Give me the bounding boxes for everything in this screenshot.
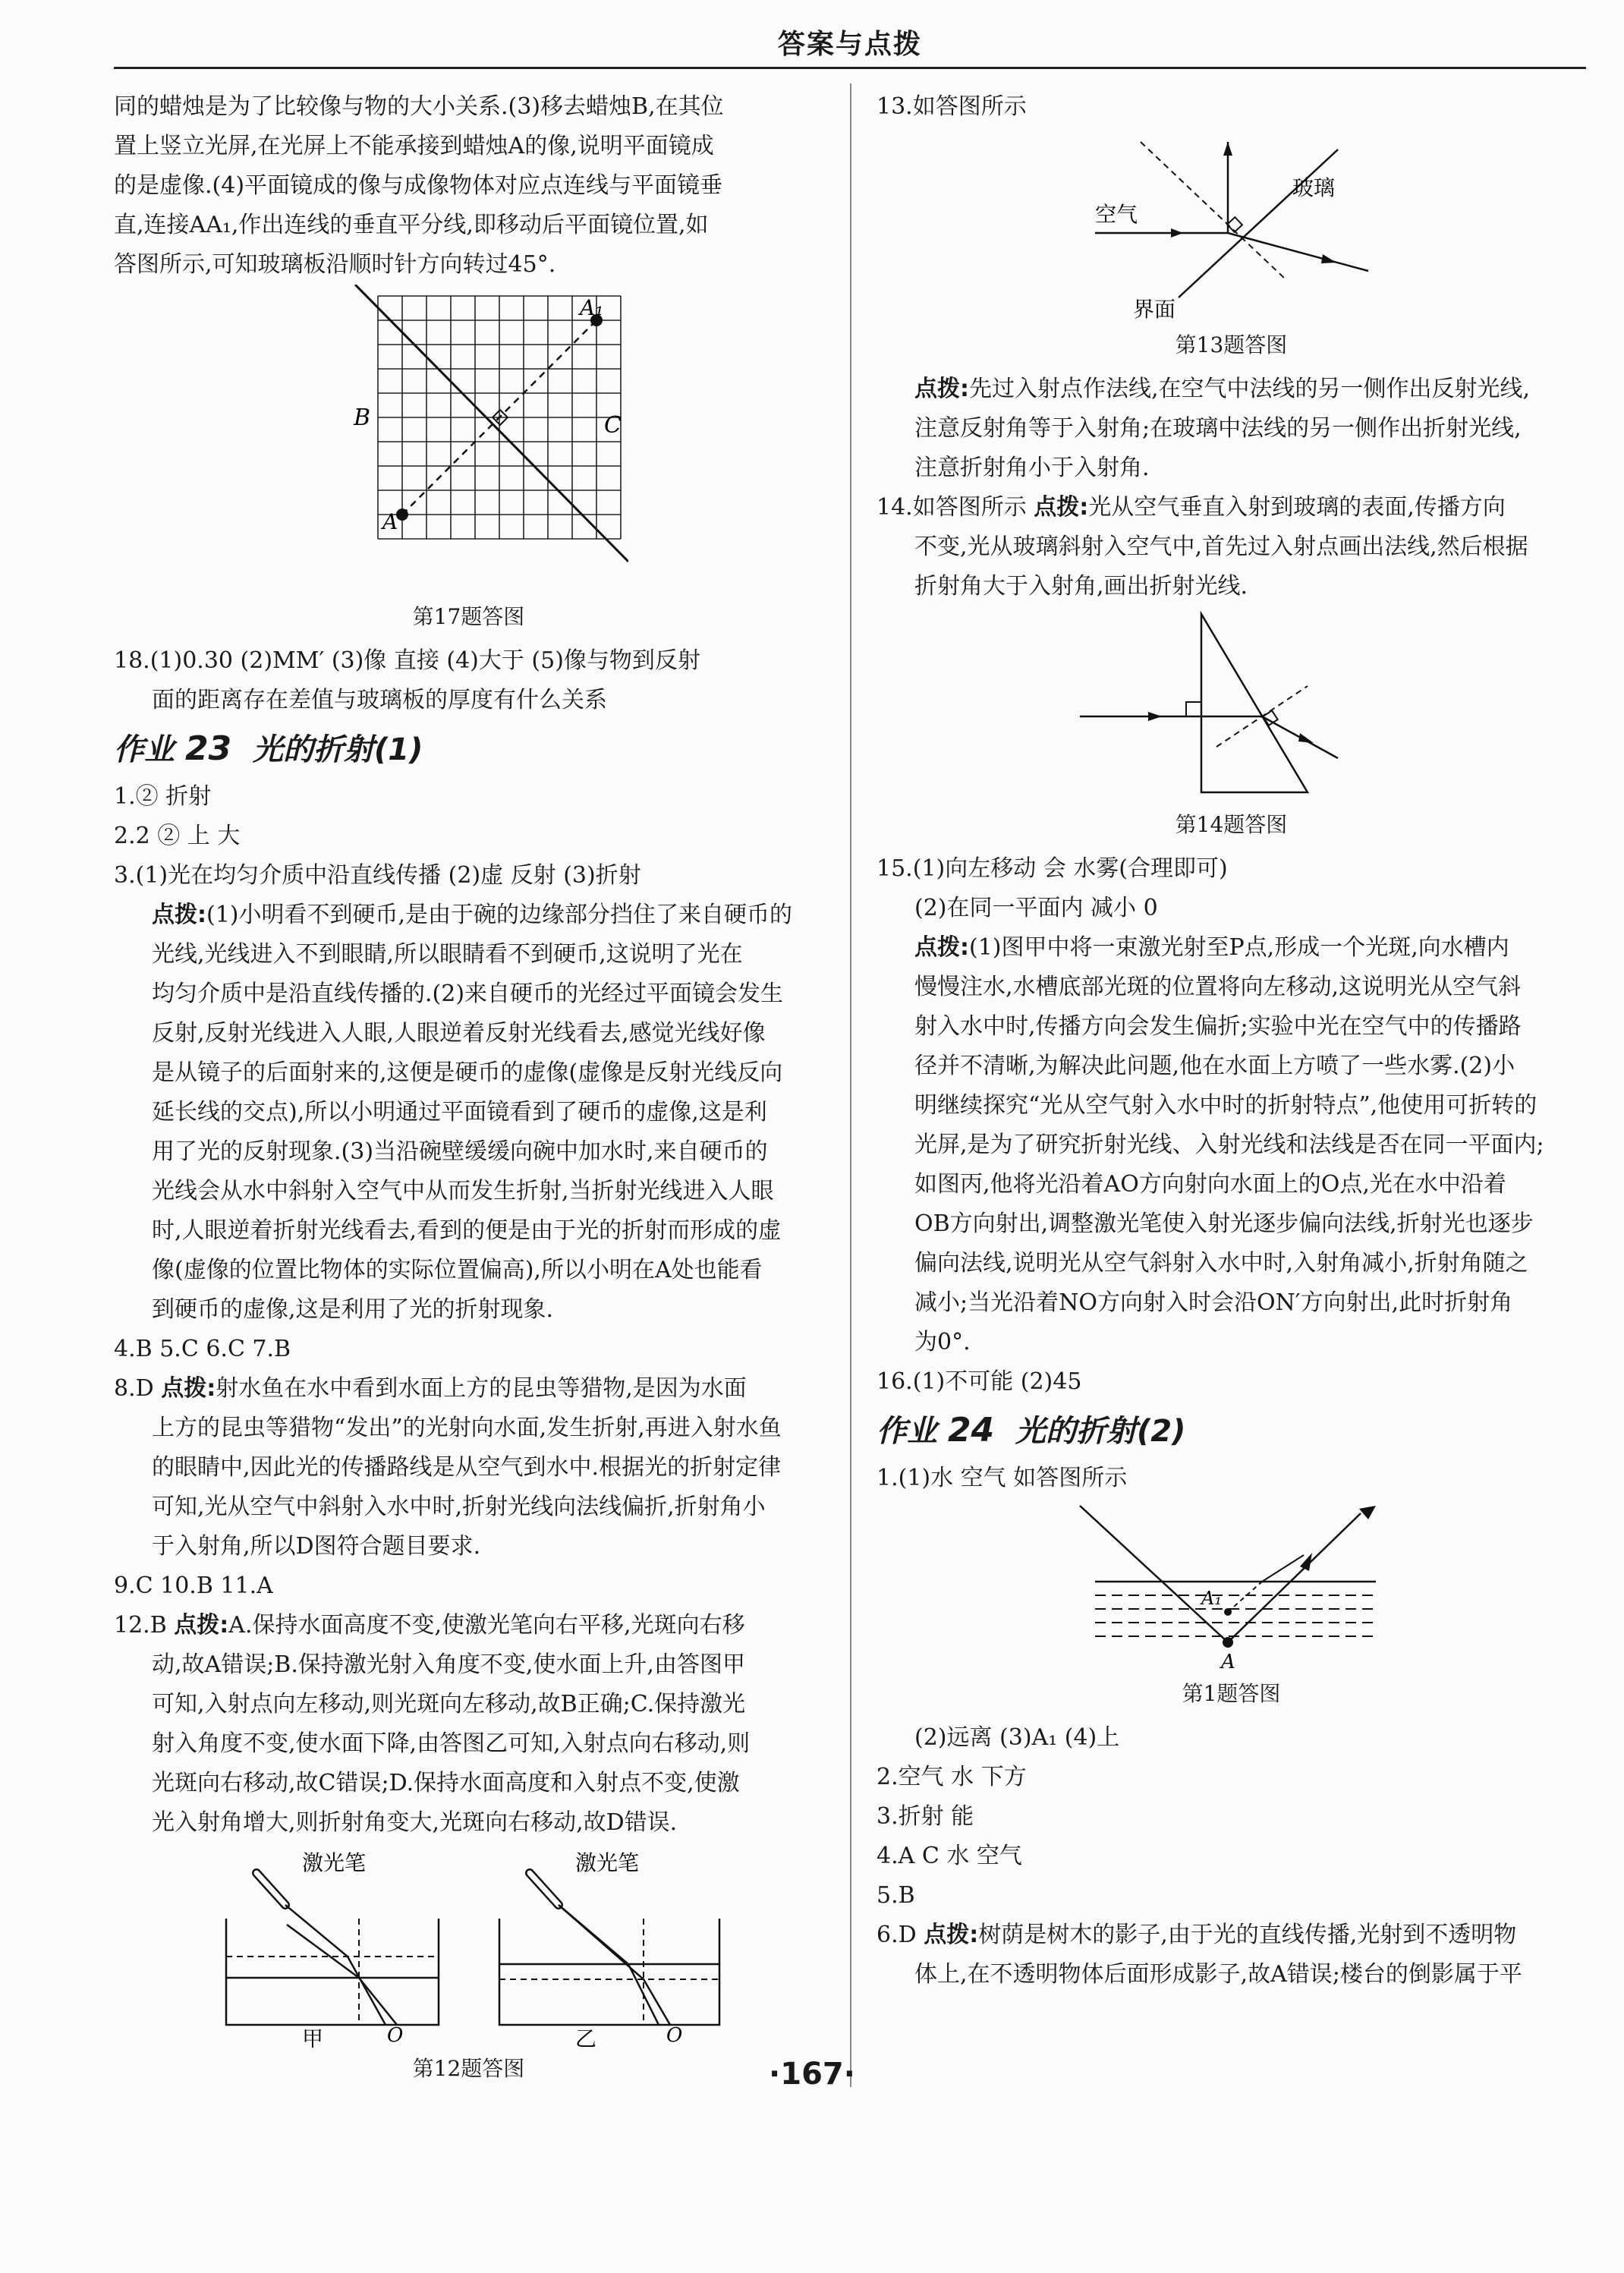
q17-line: 直,连接AA₁,作出连线的垂直平分线,即移动后平面镜位置,如: [114, 212, 709, 238]
q17-line: 答图所示,可知玻璃板沿顺时针方向转过45°.: [114, 251, 556, 278]
tip-15-line: OB方向射出,调整激光笔使入射光逐步偏向法线,折射光也逐步: [914, 1210, 1534, 1237]
answer-13: 13.如答图所示: [877, 93, 1027, 120]
column-divider: [850, 83, 851, 2087]
tip-15-line: 光屏,是为了研究折射光线、入射光线和法线是否在同一平面内;: [914, 1132, 1544, 1158]
answer-1: 1.② 折射: [114, 783, 212, 810]
tip-3-line: 光线,光线进入不到眼睛,所以眼睛看不到硬币,这说明了光在: [152, 941, 743, 968]
svg-text:玻璃: 玻璃: [1292, 175, 1335, 200]
tip-3-line: 是从镜子的后面射来的,这便是硬币的虚像(虚像是反射光线反向: [152, 1059, 783, 1086]
label-a1: A₁: [579, 295, 603, 320]
answer-12-line: 动,故A错误;B.保持激光射入角度不变,使水面上升,由答图甲: [152, 1651, 745, 1678]
caption-17: 第17题答图: [412, 604, 525, 629]
section-23-heading: 作业 23 光的折射(1): [114, 729, 423, 768]
tip-3-line: 用了光的反射现象.(3)当沿碗壁缓缓向碗中加水时,来自硬币的: [152, 1138, 768, 1165]
answer-24-4: 4.A C 水 空气: [877, 1843, 1022, 1869]
answers-4-7: 4.B 5.C 6.C 7.B: [114, 1336, 291, 1362]
answer-15a: 15.(1)向左移动 会 水雾(合理即可): [877, 855, 1228, 882]
answer-15b: (2)在同一平面内 减小 0: [914, 895, 1158, 921]
figure-14-prism: [1072, 606, 1391, 804]
answer-24-3: 3.折射 能: [877, 1803, 974, 1830]
q18-line: 18.(1)0.30 (2)MM′ (3)像 直接 (4)大于 (5)像与物到反射: [114, 647, 700, 674]
figure-1-water: [1072, 1498, 1391, 1673]
answer-14-line: 折射角大于入射角,画出折射光线.: [914, 573, 1248, 600]
answer-8-line: 可知,光从空气中斜射入水中时,折射光线向法线偏折,折射角小: [152, 1494, 766, 1520]
tip-3-line: 光线会从水中斜射入空气中从而发生折射,当折射光线进入人眼: [152, 1178, 774, 1204]
svg-text:空气: 空气: [1094, 202, 1138, 227]
svg-text:界面: 界面: [1132, 297, 1176, 322]
answer-8-line: 于入射角,所以D图符合题目要求.: [152, 1533, 481, 1560]
caption-14: 第14题答图: [1175, 812, 1288, 837]
tip-3-line: 点拨:(1)小明看不到硬币,是由于碗的边缘部分挡住了来自硬币的: [152, 902, 793, 928]
header-title: 答案与点拨: [777, 29, 922, 60]
answer-24-5: 5.B: [877, 1882, 915, 1909]
svg-text:A₁: A₁: [1201, 1588, 1222, 1609]
tip-3-line: 像(虚像的位置比物体的实际位置偏高),所以小明在A处也能看: [152, 1257, 763, 1283]
answer-16: 16.(1)不可能 (2)45: [877, 1368, 1082, 1395]
tip-13-line: 注意反射角等于入射角;在玻璃中法线的另一侧作出折射光线,: [914, 415, 1522, 442]
section-24-heading: 作业 24 光的折射(2): [877, 1411, 1186, 1450]
svg-text:激光笔: 激光笔: [301, 1850, 366, 1875]
label-c: C: [603, 412, 622, 439]
tip-15-line: 明继续探究“光从空气射入水中时的折射特点”,他使用可折转的: [914, 1092, 1537, 1119]
label-a: A: [382, 509, 398, 534]
figure-17-grid: [310, 285, 628, 596]
svg-text:乙: 乙: [574, 2026, 596, 2048]
tip-15-line: 慢慢注水,水槽底部光斑的位置将向左移动,这说明光从空气斜: [914, 974, 1522, 1000]
tip-3-line: 时,人眼逆着折射光线看去,看到的便是由于光的折射而形成的虚: [152, 1217, 782, 1244]
q17-line: 置上竖立光屏,在光屏上不能承接到蜡烛A的像,说明平面镜成: [114, 133, 714, 159]
answer-24-1b: (2)远离 (3)A₁ (4)上: [914, 1724, 1120, 1751]
answer-8-line: 的眼睛中,因此光的传播路线是从空气到水中.根据光的折射定律: [152, 1454, 782, 1481]
tip-15-line: 射入水中时,传播方向会发生偏折;实验中光在空气中的传播路: [914, 1013, 1522, 1040]
svg-text:激光笔: 激光笔: [574, 1850, 639, 1875]
tip-13-line: 点拨:先过入射点作法线,在空气中法线的另一侧作出反射光线,: [914, 376, 1531, 402]
answer-12: 12.B 点拨:A.保持水面高度不变,使激光笔向右平移,光斑向右移: [114, 1612, 745, 1639]
answer-12-line: 光入射角增大,则折射角变大,光斑向右移动,故D错误.: [152, 1809, 678, 1836]
page-header: [114, 17, 1586, 69]
right-column: [877, 87, 1586, 1994]
svg-text:A: A: [1220, 1651, 1235, 1673]
tip-13-line: 注意折射角小于入射角.: [914, 455, 1150, 481]
tip-3-line: 均匀介质中是沿直线传播的.(2)来自硬币的光经过平面镜会发生: [152, 981, 784, 1007]
answer-24-6-line: 体上,在不透明物体后面形成影子,故A错误;楼台的倒影属于平: [914, 1961, 1522, 1988]
tip-3-line: 延长线的交点),所以小明通过平面镜看到了硬币的虚像,这是利: [152, 1099, 767, 1125]
answer-2: 2.2 ② 上 大: [114, 823, 241, 849]
q17-line: 的是虚像.(4)平面镜成的像与成像物体对应点连线与平面镜垂: [114, 172, 723, 199]
svg-text:O: O: [386, 2024, 403, 2047]
figure-12-laser: [196, 1843, 742, 2048]
answer-14: 14.如答图所示 点拨:光从空气垂直入射到玻璃的表面,传播方向: [877, 494, 1506, 521]
tip-15-line: 为0°.: [914, 1329, 971, 1355]
tip-3-line: 反射,反射光线进入人眼,人眼逆着反射光线看去,感觉光线好像: [152, 1020, 766, 1047]
answer-8: 8.D 点拨:射水鱼在水中看到水面上方的昆虫等猎物,是因为水面: [114, 1375, 747, 1402]
svg-text:甲: 甲: [301, 2026, 323, 2048]
q17-line: 同的蜡烛是为了比较像与物的大小关系.(3)移去蜡烛B,在其位: [114, 93, 724, 120]
answer-8-line: 上方的昆虫等猎物“发出”的光射向水面,发生折射,再进入射水鱼: [152, 1415, 782, 1441]
label-b: B: [353, 405, 370, 431]
answer-14-line: 不变,光从玻璃斜射入空气中,首先过入射点画出法线,然后根据: [914, 534, 1528, 560]
tip-15-line: 点拨:(1)图甲中将一束激光射至P点,形成一个光斑,向水槽内: [914, 934, 1509, 961]
answers-9-11: 9.C 10.B 11.A: [114, 1573, 273, 1599]
page-number: ·167·: [769, 2057, 855, 2092]
answer-24-2: 2.空气 水 下方: [877, 1764, 1027, 1790]
caption-1: 第1题答图: [1182, 1681, 1281, 1706]
answer-12-line: 光斑向右移动,故C错误;D.保持水面高度和入射点不变,使激: [152, 1770, 740, 1796]
answer-3: 3.(1)光在均匀介质中沿直线传播 (2)虚 反射 (3)折射: [114, 862, 641, 889]
answer-24-1: 1.(1)水 空气 如答图所示: [877, 1465, 1128, 1491]
figure-13-refraction: [1065, 127, 1399, 324]
tip-15-line: 径并不清晰,为解决此问题,他在水面上方喷了一些水雾.(2)小: [914, 1053, 1515, 1079]
caption-12: 第12题答图: [412, 2056, 525, 2081]
left-column: [114, 87, 823, 2093]
answer-12-line: 射入角度不变,使水面下降,由答图乙可知,入射点向右移动,则: [152, 1730, 751, 1757]
tip-15-line: 偏向法线,说明光从空气斜射入水中时,入射角减小,折射角随之: [914, 1250, 1528, 1277]
answer-12-line: 可知,入射点向左移动,则光斑向左移动,故B正确;C.保持激光: [152, 1691, 746, 1717]
tip-15-line: 减小;当光沿着NO方向射入时会沿ON′方向射出,此时折射角: [914, 1289, 1513, 1316]
tip-15-line: 如图丙,他将光沿着AO方向射向水面上的O点,光在水中沿着: [914, 1171, 1506, 1198]
q18-line: 面的距离存在差值与玻璃板的厚度有什么关系: [152, 687, 607, 713]
tip-3-line: 到硬币的虚像,这是利用了光的折射现象.: [152, 1296, 554, 1323]
caption-13: 第13题答图: [1175, 332, 1288, 357]
svg-text:O: O: [666, 2024, 682, 2047]
answer-24-6: 6.D 点拨:树荫是树木的影子,由于光的直线传播,光射到不透明物: [877, 1922, 1517, 1948]
